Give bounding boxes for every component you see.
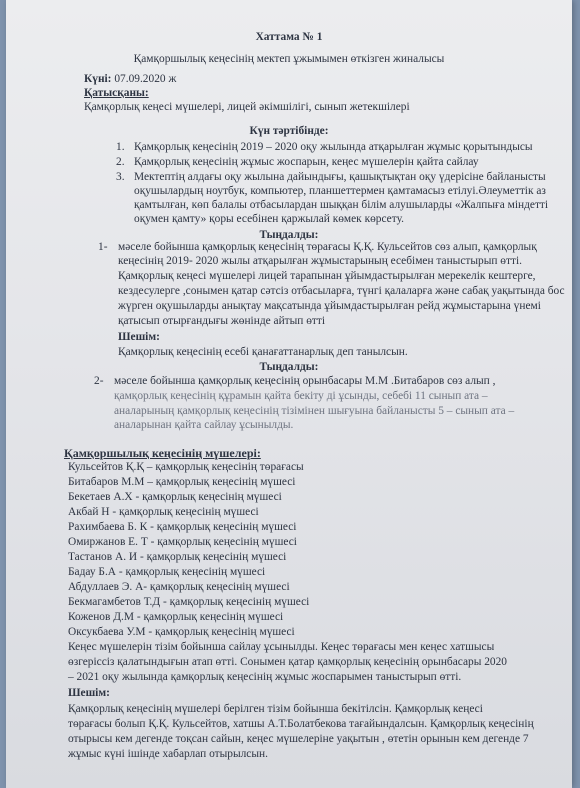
- member-item: Абдуллаев Э. А- қамқорлық кеңесінің мүшесі: [68, 581, 290, 593]
- agenda-item: қамтылған, көп балалы отбасылардан шыққан білім алушыларды «Жалпыға міндетті: [134, 199, 549, 211]
- member-item: Бадау Б.А - қамқорлық кеңесінің мүшесі: [68, 566, 266, 578]
- document-subtitle: Қамқоршылық кеңесінің мектеп ұжымымен өткізген жиналысы: [133, 53, 445, 65]
- heard-title: Тыңдалды:: [259, 229, 319, 241]
- decision2-text: жұмыс күні ішінде хабарлап отырылсын.: [68, 748, 268, 760]
- attendees-value: Қамқорлық кеңесі мүшелері, лицей әкімшілігі, сынып жетекшілері: [84, 101, 410, 113]
- item1-text: жүрген оқушыларды анықтау мақсатында ұйымдастырылған рейд жұмыстарына үнемі: [118, 300, 541, 312]
- agenda-num: 1.: [116, 141, 125, 153]
- member-item: Тастанов А. И - қамқорлық кеңесінің мүшесі: [68, 551, 287, 563]
- member-item: Рахимбаева Б. К - қамқорлық кеңесінің мүшесі: [68, 521, 297, 533]
- item2-text: қамқорлық кеңесінің құрамын қайта бекіту ді ұсынды, себебі 11 сынып ата –: [114, 390, 488, 402]
- agenda-item: Қамқорлық кеңесінің 2019 – 2020 оқу жылында атқарылған жұмыс қорытындысы: [134, 141, 533, 153]
- decision2-text: отырысы кем дегенде тоқсан сайын, кеңес мүшелеріне уақытын , өтетін орынын кем дегенде 7: [68, 733, 529, 745]
- decision2-title: Шешім:: [68, 687, 110, 699]
- document-page: [6, 0, 572, 788]
- member-item: Оксукбаева У.М - қамқорлық кеңесінің мүшесі: [68, 626, 295, 638]
- proposal-text: өзгеріссіз қалатындығын атап өтті. Сонымен қатар қамқорлық кеңесінің орынбасары 2020: [68, 656, 508, 668]
- member-item: Бекмагамбетов Т.Д - қамқорлық кеңесінің мүшесі: [68, 596, 310, 608]
- agenda-item: Қамқорлық кеңесінің жұмыс жоспарын, кеңес мүшелерін қайта сайлау: [134, 156, 479, 168]
- members-title: Қамқоршылық кеңесінің мүшелері:: [64, 446, 261, 460]
- item1-number: 1-: [98, 241, 108, 253]
- member-item: Коженов Д.М - қамқорлық кеңесінің мүшесі: [68, 611, 284, 623]
- date-value: 07.09.2020 ж: [111, 73, 177, 85]
- item2-number: 2-: [94, 375, 104, 387]
- proposal-text: – 2021 оқу жылында қамқорлық кеңесінің жұмыс жоспарымен таныстырып өтті.: [68, 671, 462, 683]
- item2-text: мәселе бойынша қамқорлық кеңесінің орынбасары М.М .Битабаров сөз алып ,: [114, 375, 496, 387]
- member-item: Бекетаев А.Х - қамқорлық кеңесінің мүшесі: [68, 491, 282, 503]
- agenda-item: оқумен қамту» қоры есебінен қаржылай көмек көрсету.: [134, 213, 404, 225]
- agenda-item: Мектептің алдағы оқу жылына дайындығы, қашықтықтан оқу үдерісіне байланысты: [134, 171, 546, 183]
- member-item: Омиржанов Е. Т - қамқорлық кеңесінің мүшесі: [68, 536, 297, 548]
- member-item: Кульсейтов Қ.Қ – қамқорлық кеңесінің төрағасы: [68, 461, 304, 473]
- item1-text: кеңесінің 2019- 2020 жылы атқарылған жұмыстарының есебімен таныстырып өтті.: [118, 255, 522, 267]
- item2-text: аналарынан қайта сайлау ұсынылды.: [114, 419, 294, 431]
- date-label: Күні:: [84, 73, 112, 85]
- decision2-text: Қамқорлық кеңесінің мүшелері берілген тізім бойынша бекітілсін. Қамқорлық кеңесі: [68, 703, 483, 715]
- decision-text: Қамқорлық кеңесінің есебі қанағаттанарлық деп танылсын.: [118, 346, 408, 358]
- attendees-label: Қатысқаны:: [84, 87, 149, 99]
- date-line: [84, 72, 176, 86]
- document-title: Хаттама № 1: [255, 31, 323, 43]
- agenda-num: 3.: [116, 171, 125, 183]
- item2-text: аналарының қамқорлық кеңесінің тізімінен шығуына байланысты 5 – сынып ата –: [114, 405, 515, 417]
- member-item: Акбай Н - қамқорлық кеңесінің мүшесі: [68, 506, 259, 518]
- item1-text: мәселе бойынша қамқорлық кеңесінің төрағасы Қ.Қ. Кульсейтов сөз алып, қамқорлық: [118, 241, 537, 253]
- decision-title: Шешім:: [118, 331, 160, 343]
- item1-text: Қамқорлық кеңесі мүшелері лицей тарапынан ұйымдастырылған мерекелік кештерге,: [118, 270, 536, 282]
- proposal-text: Кеңес мүшелерін тізім бойынша сайлау ұсынылды. Кеңес төрағасы мен кеңес хатшысы: [68, 641, 495, 653]
- member-item: Битабаров М.М – қамқорлық кеңесінің мүшесі: [68, 476, 296, 488]
- agenda-title: Күн тәртібінде:: [249, 125, 329, 137]
- item1-text: қатысып отырғандығы жөнінде айтып өтті: [118, 315, 326, 327]
- agenda-item: оқушылардың ноутбук, компьютер, планшеттермен қамтамасыз етілуі.Әлеуметтік аз: [134, 185, 546, 197]
- heard2-title: Тыңдалды:: [259, 361, 319, 373]
- item1-text: кездесулерге ,сонымен қатар сәтсіз отбасыларға, түнгі қалаларға және сабақ уақытында бос: [118, 285, 565, 297]
- agenda-num: 2.: [116, 156, 125, 168]
- decision2-text: төрағасы болып Қ.Қ. Кульсейтов, хатшы А.Т.Болатбекова тағайындалсын. Қамқорлық кеңесінің: [68, 718, 534, 730]
